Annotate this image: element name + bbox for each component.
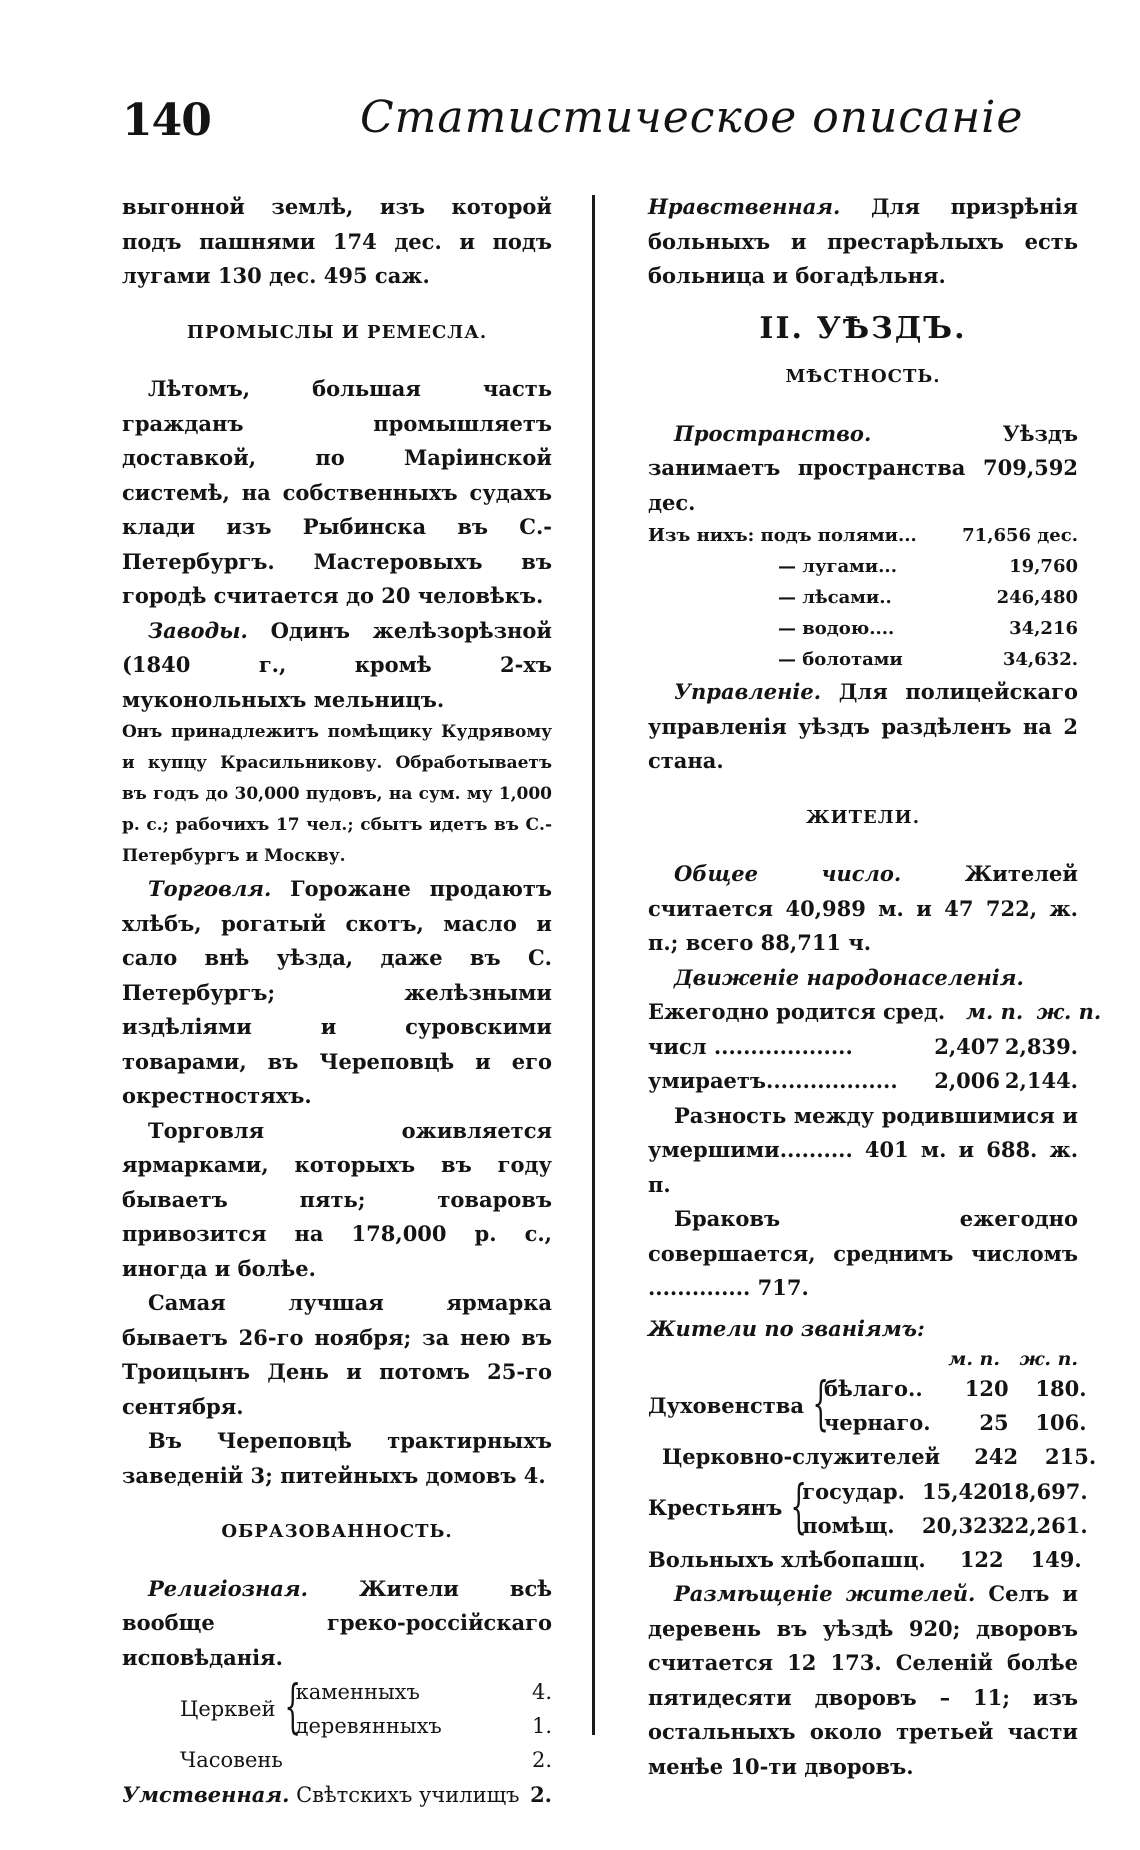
clergy-type: бѣлаго.. xyxy=(823,1376,923,1401)
land-type: — водою.... xyxy=(778,618,895,639)
table-row xyxy=(648,1440,1097,1475)
deaths-label: умираетъ.................. xyxy=(648,1068,898,1093)
moral-label: Нравственная. xyxy=(648,194,841,219)
free-farmers-male: 122 xyxy=(959,1546,1004,1572)
deaths-male: 2,006 xyxy=(934,1068,1000,1093)
space-label: Пространство. xyxy=(674,420,872,446)
table-row xyxy=(802,1509,1088,1543)
trade-label: Торговля. xyxy=(148,876,272,901)
heading-inhabitants: ЖИТЕЛИ. xyxy=(806,806,920,828)
births-row xyxy=(648,1030,1078,1065)
table-row xyxy=(824,1406,1087,1440)
religious-text: Жители всѣ вообще греко-россійскаго исповѣданія. xyxy=(122,1575,552,1670)
religious-paragraph xyxy=(122,1572,552,1676)
church-type: деревянныхъ xyxy=(295,1714,442,1738)
table-row xyxy=(824,1372,1087,1406)
mental-label: Умственная. xyxy=(122,1781,290,1807)
births-male: 2,407 xyxy=(934,1033,1000,1059)
peasant-female: 18,697. xyxy=(1000,1478,1088,1504)
page-number: 140 xyxy=(122,95,211,146)
land-value: 34,216 xyxy=(1009,618,1078,639)
chapels-row xyxy=(122,1743,552,1778)
brace-icon: { xyxy=(812,1369,829,1437)
right-column xyxy=(648,190,1102,1784)
total-paragraph xyxy=(648,857,1078,961)
list-item xyxy=(296,1675,552,1709)
births-intro: Ежегодно родится сред. xyxy=(648,999,946,1024)
list-item xyxy=(648,582,1078,613)
plants-label: Заводы. xyxy=(148,617,248,643)
space-text: Уѣздъ занимаетъ пространства 709,592 дес. xyxy=(648,420,1078,515)
church-servants-label: Церковно-служителей xyxy=(662,1444,941,1469)
col-female: ж. п. xyxy=(1019,1348,1078,1370)
list-item xyxy=(648,551,1078,582)
admin-paragraph xyxy=(648,675,1078,779)
total-label: Общее число. xyxy=(674,861,902,886)
moral-paragraph xyxy=(648,190,1078,294)
church-count: 4. xyxy=(531,1680,552,1704)
free-farmers-label: Вольныхъ хлѣбопашц. xyxy=(648,1546,926,1572)
clergy-label: Духовенства xyxy=(648,1392,804,1418)
admin-text: Для полицейскаго управленія уѣздъ раздѣленъ на 2 стана. xyxy=(648,679,1079,773)
heading-county: II. УѢЗДЪ. xyxy=(759,310,967,346)
births-label: числ ................... xyxy=(648,1033,853,1059)
mental-text: Свѣтскихъ училищъ xyxy=(296,1782,520,1807)
deaths-row xyxy=(648,1064,1078,1099)
admin-label: Управленіе. xyxy=(674,679,822,704)
free-farmers-female: 149. xyxy=(1030,1546,1082,1572)
table-row xyxy=(648,1543,1082,1578)
marriages-text: Браковъ ежегодно совершается, среднимъ числомъ .............. xyxy=(648,1206,1078,1300)
list-item xyxy=(648,644,1078,675)
col-male: м. п. xyxy=(966,999,1024,1024)
heading-education: ОБРАЗОВАННОСТЬ. xyxy=(221,1521,453,1542)
running-title: Статистическое описаніе xyxy=(360,92,1024,143)
land-value: 19,760 xyxy=(1009,556,1078,577)
churches-block xyxy=(122,1672,552,1743)
births-female: 2,839. xyxy=(1004,1033,1078,1059)
church-count: 1. xyxy=(531,1714,552,1738)
peasant-type: государ. xyxy=(802,1478,905,1504)
church-servants-female: 215. xyxy=(1044,1444,1097,1469)
list-item xyxy=(648,613,1078,644)
taverns-paragraph: Въ Череповцѣ трактирныхъ заведеній 3; питейныхъ домовъ 4. xyxy=(122,1428,552,1488)
marriages-paragraph xyxy=(648,1202,1078,1306)
list-item xyxy=(296,1709,552,1743)
churches-list xyxy=(296,1675,552,1743)
heading-trades: ПРОМЫСЛЫ И РЕМЕСЛА. xyxy=(186,321,488,343)
church-type: каменныхъ xyxy=(295,1680,420,1704)
deaths-female: 2,144. xyxy=(1004,1068,1078,1093)
church-servants-male: 242 xyxy=(974,1444,1019,1469)
chapels-value: 2. xyxy=(531,1748,552,1772)
land-type: — лѣсами.. xyxy=(778,587,892,608)
marriages-value: 717. xyxy=(757,1275,809,1300)
fairs-paragraph: Торговля оживляется ярмарками, которыхъ въ году бываетъ пять; товаровъ привозится на 178,000 р. с., иногда и болѣе. xyxy=(122,1117,552,1281)
religious-label: Религіозная. xyxy=(148,1575,308,1601)
trade-text: Горожане продаютъ хлѣбъ, рогатый скотъ, масло и сало внѣ уѣзда, даже въ С. Петербургъ; желѣзными издѣліями и суровскими товарами, въ Череповцѣ и его окрестностяхъ. xyxy=(122,876,553,1108)
churches-label: Церквей xyxy=(180,1696,276,1721)
peasant-male: 20,323 xyxy=(922,1512,1003,1538)
peasants-block xyxy=(648,1471,1088,1543)
intro-paragraph: выгонной землѣ, изъ которой подъ пашнями 174 дес. и подъ лугами 130 дес. 495 саж. xyxy=(122,194,552,288)
placement-paragraph xyxy=(648,1577,1078,1784)
land-value: 246,480 xyxy=(996,587,1078,608)
col-male: м. п. xyxy=(948,1348,1000,1370)
trades-paragraph: Лѣтомъ, большая часть гражданъ промышляетъ доставкой, по Маріинской системѣ, на собственныхъ судахъ клади изъ Рыбинска въ С.-Петербургъ. Мастеровыхъ въ городѣ считается до 20 человѣкъ. xyxy=(122,376,552,608)
chapels-label: Часовень xyxy=(180,1748,283,1772)
placement-label: Размѣщеніе жителей. xyxy=(674,1581,976,1606)
land-intro: Изъ нихъ: подъ полями... xyxy=(648,525,917,546)
land-type: — лугами... xyxy=(778,556,897,577)
clergy-male: 25 xyxy=(979,1410,1009,1435)
movement-label: Движеніе народонаселенія. xyxy=(674,964,1024,990)
peasant-male: 15,420 xyxy=(922,1478,1003,1504)
plants-paragraph xyxy=(122,614,552,718)
brace-icon: { xyxy=(790,1471,808,1540)
difference-paragraph: Разность между родившимися и умершими.......... 401 м. и 688. ж. п. xyxy=(648,1102,1078,1197)
clergy-male: 120 xyxy=(964,1376,1009,1401)
trade-paragraph xyxy=(122,872,552,1114)
ranks-header xyxy=(648,1346,1078,1372)
placement-text: Селъ и деревень въ уѣздѣ 920; дворовъ считается 12 173. Селеній болѣе пятидесяти дворовъ – 11; изъ остальныхъ около третьей части менѣе 10-ти дворовъ. xyxy=(648,1581,1079,1779)
table-row xyxy=(802,1475,1088,1509)
mental-value: 2. xyxy=(530,1781,552,1807)
clergy-type: чернаго. xyxy=(823,1410,931,1435)
clergy-female: 180. xyxy=(1035,1376,1087,1401)
peasants-label: Крестьянъ xyxy=(648,1495,783,1521)
land-value: 34,632. xyxy=(1002,649,1078,670)
total-text: Жителей считается 40,989 м. и 47 722, ж. п.; всего 88,711 ч. xyxy=(648,861,1078,955)
plants-text: Одинъ желѣзорѣзной (1840 г., кромѣ 2-хъ муконольныхъ мельницъ. xyxy=(122,617,552,712)
births-header-row xyxy=(648,995,1102,1030)
moral-text: Для призрѣнія больныхъ и престарѣлыхъ есть больница и богадѣльня. xyxy=(648,194,1078,288)
column-divider xyxy=(592,195,595,1735)
best-fair-paragraph: Самая лучшая ярмарка бываетъ 26-го ноября; за нею въ Троицынъ День и потомъ 25-го сентября. xyxy=(122,1290,552,1419)
plants-note: Онъ принадлежитъ помѣщику Кудрявому и купцу Красильникову. Обработываетъ въ годъ до 30,000 пудовъ, на сум. му 1,000 р. с.; рабочихъ 17 чел.; сбытъ идетъ въ С.-Петербургъ и Москву. xyxy=(122,722,552,866)
left-column xyxy=(122,190,552,1812)
clergy-block xyxy=(648,1369,1087,1440)
sex-columns xyxy=(945,995,1101,1030)
col-female: ж. п. xyxy=(1036,999,1102,1024)
clergy-female: 106. xyxy=(1035,1410,1087,1435)
heading-locality: МѢСТНОСТЬ. xyxy=(785,366,941,387)
ranks-label: Жители по званіямъ: xyxy=(648,1315,925,1341)
land-type: — болотами xyxy=(778,649,903,670)
peasant-type: помѣщ. xyxy=(802,1512,895,1538)
mental-row xyxy=(122,1778,552,1813)
brace-icon: { xyxy=(283,1672,301,1740)
space-paragraph xyxy=(648,417,1078,521)
peasant-female: 22,261. xyxy=(1000,1512,1088,1538)
land-fields-row xyxy=(648,520,1078,551)
land-fields-value: 71,656 дес. xyxy=(962,525,1078,546)
